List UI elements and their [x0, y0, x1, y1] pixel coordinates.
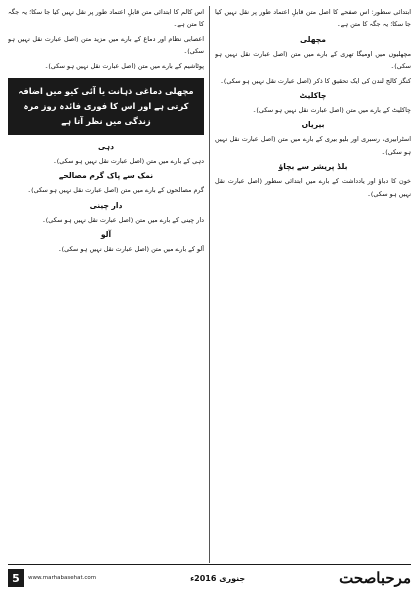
body-paragraph: چاکلیٹ کے بارے میں متن (اصل عبارت نقل نہیں ہو سکی)۔	[252, 106, 411, 115]
subhead-fish: مچھلی	[300, 34, 326, 44]
body-paragraph: پوٹاشیم کے بارے میں متن (اصل عبارت نقل نہیں ہو سکی)۔	[44, 61, 204, 70]
subhead-spices: نمک سے پاک گرم مصالحے	[58, 171, 154, 181]
body-paragraph: دہی کے بارے میں متن (اصل عبارت نقل نہیں ہو سکی)۔	[53, 157, 204, 166]
pull-quote: مچھلی دماغی ذہانت یا آئی کیو میں اضافہ کرتی ہے اور اس کا فوری فائدہ روز مرہ زندگی میں نظر آتا ہے	[8, 78, 204, 135]
right-column	[215, 6, 411, 563]
body-paragraph: کنگز کالج لندن کی ایک تحقیق کا ذکر (اصل عبارت نقل نہیں ہو سکی)۔	[220, 76, 411, 85]
footer-left	[8, 569, 96, 587]
two-column-layout	[8, 6, 411, 563]
body-paragraph: مچھلیوں میں اومیگا تھری کے بارے میں متن (اصل عبارت نقل نہیں ہو سکی)۔	[215, 49, 411, 71]
subhead-potato: آلو	[100, 230, 112, 240]
column-divider	[209, 6, 210, 563]
issue-date: جنوری 2016ء	[190, 573, 246, 583]
left-column	[8, 6, 204, 563]
subhead-cinnamon: دار چینی	[89, 200, 123, 210]
body-paragraph: گرم مصالحوں کے بارے میں متن (اصل عبارت نقل نہیں ہو سکی)۔	[27, 186, 204, 195]
subhead-blood-pressure: بلڈ پریشر سے بچاؤ	[278, 162, 348, 172]
page-footer	[8, 564, 411, 591]
subhead-yogurt: دہی	[97, 142, 115, 152]
body-paragraph: اس کالم کا ابتدائی متن قابلِ اعتماد طور پر نقل نہیں کیا جا سکا؛ یہ جگہ کا متن ہے۔	[8, 8, 204, 29]
subhead-berries: بیریاں	[301, 120, 325, 130]
body-paragraph: اسٹرابیری، رسبری اور بلیو بیری کے بارے میں متن (اصل عبارت نقل نہیں ہو سکی)۔	[215, 135, 411, 156]
website-link[interactable]: www.marhabasehat.com	[28, 575, 97, 581]
magazine-masthead: مرحباصحت	[339, 569, 411, 587]
subhead-chocolate: چاکلیٹ	[299, 91, 327, 101]
body-paragraph: آلو کے بارے میں متن (اصل عبارت نقل نہیں ہو سکی)۔	[57, 245, 204, 254]
body-paragraph: ابتدائی سطور: اس صفحے کا اصل متن قابلِ اعتماد طور پر نقل نہیں کیا جا سکا؛ یہ جگہ کا متن ہے۔	[215, 8, 411, 29]
page-number: 5	[8, 569, 24, 587]
body-paragraph: دار چینی کے بارے میں متن (اصل عبارت نقل نہیں ہو سکی)۔	[42, 215, 204, 224]
body-paragraph: اعصابی نظام اور دماغ کے بارے میں مزید متن (اصل عبارت نقل نہیں ہو سکی)۔	[8, 34, 204, 56]
body-paragraph: خون کا دباؤ اور یادداشت کے بارے میں ابتدائی سطور (اصل عبارت نقل نہیں ہو سکی)۔	[215, 177, 411, 198]
